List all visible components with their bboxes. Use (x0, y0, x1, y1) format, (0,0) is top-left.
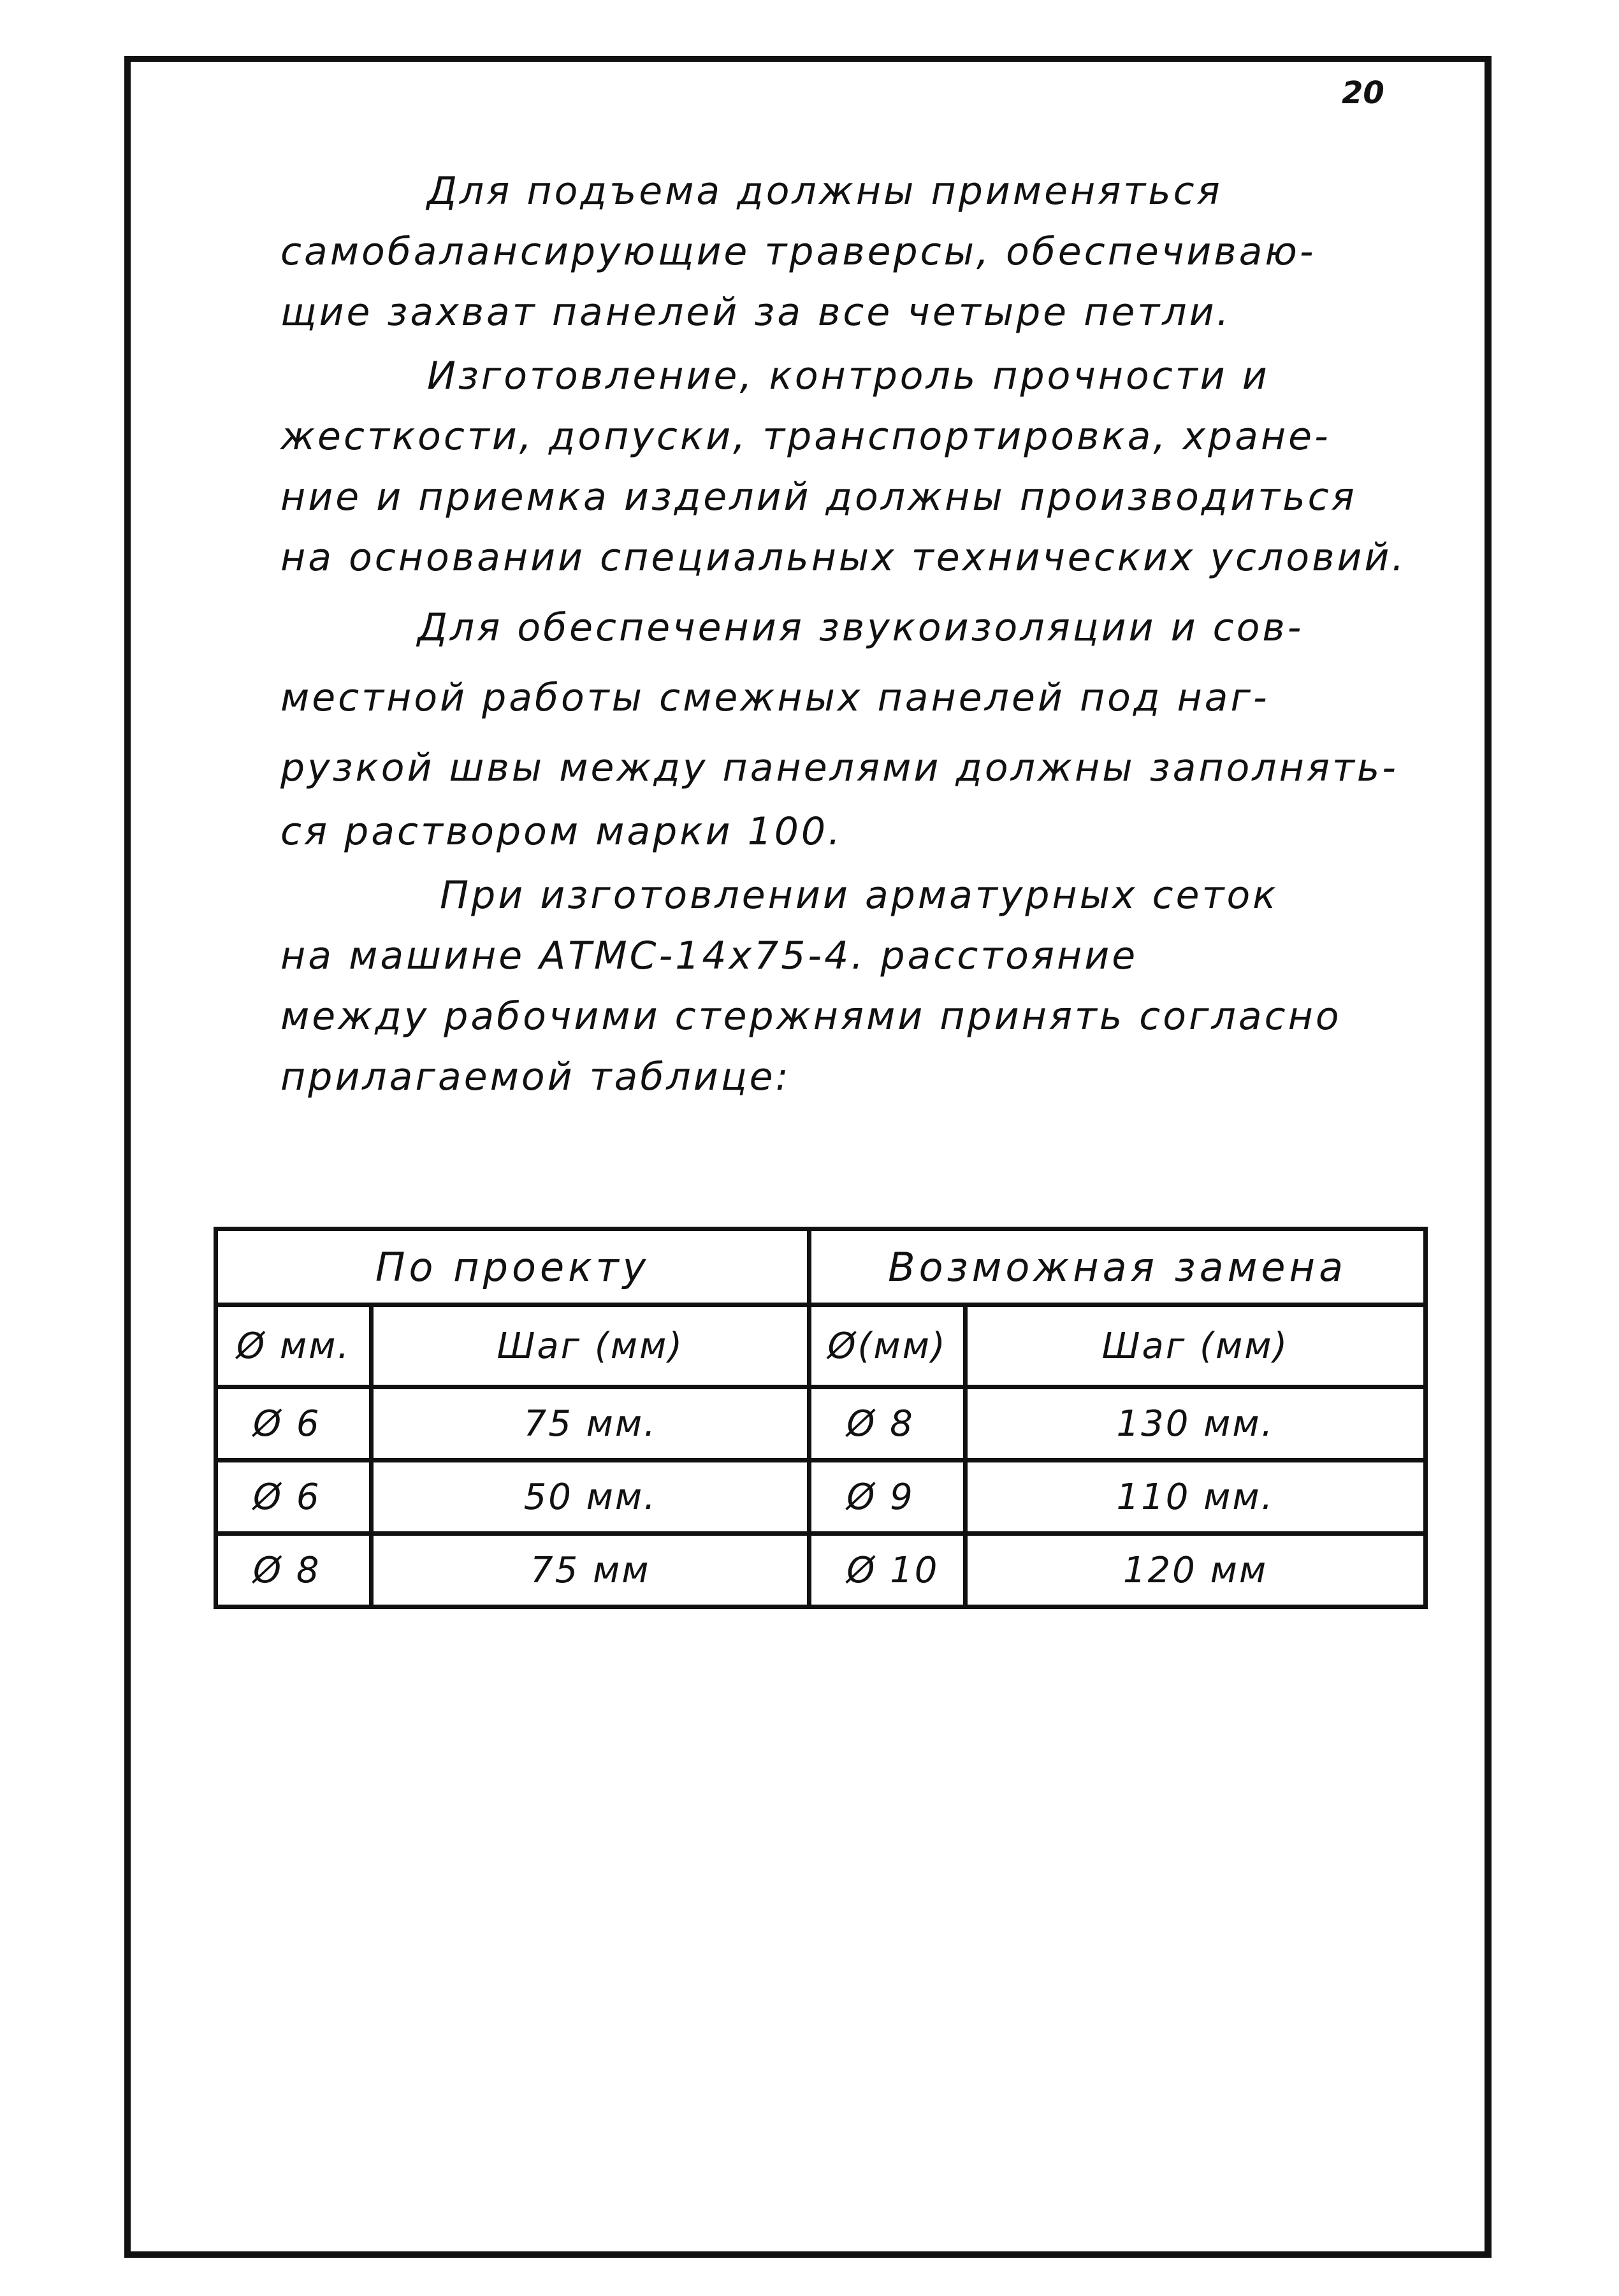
text-line: ся раствором марки 100. (280, 809, 843, 854)
text-line: При изготовлении арматурных сеток (440, 873, 1279, 918)
table-row (216, 1387, 1426, 1461)
table-row (216, 1461, 1426, 1534)
text-line: самобалансирующие траверсы, обеспечиваю- (280, 229, 1316, 274)
page-number: 20 (1342, 75, 1384, 111)
text-line: ние и приемка изделий должны производиться (280, 475, 1357, 519)
text-line: между рабочими стержнями принять согласно (280, 994, 1342, 1039)
table-cell: 75 мм (372, 1534, 810, 1607)
table-cell: Ø 8 (810, 1387, 966, 1461)
table-cell: 75 мм. (372, 1387, 810, 1461)
group-header-project: По проекту (216, 1229, 810, 1305)
text-line: прилагаемой таблице: (280, 1055, 791, 1099)
text-line: Для подъема должны применяться (427, 169, 1223, 213)
column-header-spacing-alt: Шаг (мм) (965, 1305, 1425, 1387)
table-cell: Ø 9 (810, 1461, 966, 1534)
text-line: местной работы смежных панелей под наг- (280, 675, 1270, 720)
column-header-row (216, 1305, 1426, 1387)
table-cell: Ø 6 (216, 1461, 372, 1534)
table-cell: 130 мм. (965, 1387, 1425, 1461)
table-cell: Ø 8 (216, 1534, 372, 1607)
group-header-replacement: Возможная замена (810, 1229, 1426, 1305)
rebar-spacing-table (214, 1227, 1428, 1609)
column-header-diameter-alt: Ø(мм) (810, 1305, 966, 1387)
text-line: Для обеспечения звукоизоляции и сов- (417, 605, 1304, 650)
table-cell: Ø 6 (216, 1387, 372, 1461)
group-header-row (216, 1229, 1426, 1305)
column-header-spacing: Шаг (мм) (372, 1305, 810, 1387)
column-header-diameter: Ø мм. (216, 1305, 372, 1387)
table-cell: 120 мм (965, 1534, 1425, 1607)
table-cell: 50 мм. (372, 1461, 810, 1534)
table-cell: 110 мм. (965, 1461, 1425, 1534)
text-line: щие захват панелей за все четыре петли. (280, 290, 1231, 335)
text-line: на основании специальных технических условий. (280, 535, 1407, 580)
text-line: жесткости, допуски, транспортировка, хране- (280, 414, 1331, 459)
text-line: Изготовление, контроль прочности и (427, 354, 1270, 398)
table-cell: Ø 10 (810, 1534, 966, 1607)
text-line: рузкой швы между панелями должны заполнять- (280, 746, 1398, 790)
table-row (216, 1534, 1426, 1607)
text-line: на машине АТМС-14х75-4. расстояние (280, 934, 1138, 978)
